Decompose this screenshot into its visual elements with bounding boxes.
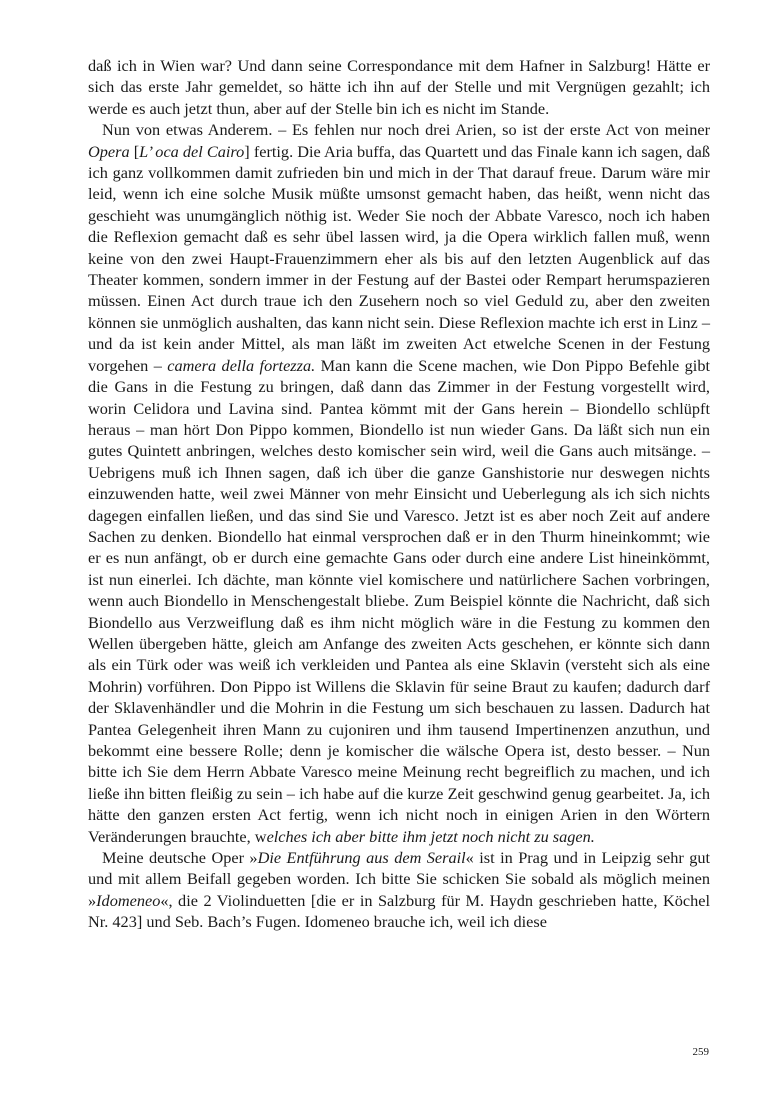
italic-run: Idomeneo — [96, 890, 161, 910]
text-run: daß ich in Wien war? Und dann seine Correspondance mit dem Hafner in Salzburg! Hätte er sich das erste Jahr gemeldet, so hätte ich ihn auf der Stelle und mit Vergnügen gezahlt; ich werde es auch jetzt thun, aber auf der Stelle bin ich es nicht im Stande. — [88, 56, 710, 118]
text-run: Nun von etwas Anderem. – Es fehlen nur noch drei Arien, so ist der erste Act von meiner — [102, 120, 710, 140]
italic-run: camera della fortezza. — [167, 355, 316, 375]
text-run: [ — [129, 141, 140, 161]
page-number: 259 — [692, 1046, 709, 1058]
page-body — [88, 55, 710, 933]
italic-run: Opera — [88, 141, 130, 161]
italic-run: elches ich aber bitte ihm jetzt noch nicht zu sagen. — [266, 826, 595, 846]
text-run: « ist in Prag und in Leipzig sehr gut und mit allem Beifall gegeben worden. Ich bitte Sie schicken Sie sobald als möglich meinen » — [88, 848, 710, 910]
paragraph-2 — [88, 119, 710, 847]
italic-run: Die Entführung aus dem Serail — [257, 848, 466, 868]
text-run: «, die 2 Violinduetten [die er in Salzburg für M. Haydn geschrieben hatte, Köchel Nr. 423] und Seb. Bach’s Fugen. Idomeneo brauche ich, weil ich diese — [88, 890, 710, 932]
italic-run: L’ oca del Cairo — [139, 141, 245, 161]
text-run: ] fertig. Die Aria buffa, das Quartett und das Finale kann ich sagen, daß ich ganz vollkommen damit zufrieden bin und mich in der That darauf freue. Darum wäre mir leid, wenn ich eine solche Musik müßte umsonst gemacht haben, das heißt, wenn nicht das geschieht was unumgänglich nöthig ist. Weder Sie noch der Abbate Varesco, noch ich haben die Reflexion gemacht daß es sehr übel lassen wird, ja die Opera wirklich fallen muß, wenn keine von den zwei Haupt-Frauenzimmern eher als bis auf den letzten Augenblick auf das Theater kommen, sondern immer in der Festung auf der Bastei oder Rempart herumspazieren müssen. Einen Act durch traue ich den Zusehern noch so viel Geduld zu, aber den zweiten können sie unmöglich aushalten, das kann nicht sein. Diese Reflexion machte ich erst in Linz – und da ist kein ander Mittel, als man läßt im zweiten Act etwelche Scenen in der Festung vorgehen – — [88, 141, 711, 375]
paragraph-1 — [88, 55, 710, 119]
paragraph-3 — [88, 847, 710, 933]
text-run: Meine deutsche Oper » — [102, 848, 258, 868]
text-run: Man kann die Scene machen, wie Don Pippo Befehle gibt die Gans in die Festung zu bringen, daß dann das Zimmer in der Festung vorgestellt wird, worin Celidora und Lavina sind. Pantea kömmt mit der Gans herein – Biondello schlüpft heraus – man hört Don Pippo kommen, Biondello ist nun wieder Gans. Da läßt sich nun ein gutes Quintett anbringen, welches desto komischer sein wird, weil die Gans auch mitsänge. – Uebrigens muß ich Ihnen sagen, daß ich über die ganze Ganshistorie nur deswegen nichts einzuwenden hatte, weil zwei Männer von mehr Einsicht und Ueberlegung als ich sich nichts dagegen einfallen ließen, und das sind Sie und Varesco. Jetzt ist es aber noch Zeit auf andere Sachen zu denken. Biondello hat einmal versprochen daß er in den Thurm hineinkommt; wie er es nun anfängt, ob er durch eine gemachte Gans oder durch eine andere List hineinkömmt, ist nun einerlei. Ich dächte, man könnte viel komischere und natürlichere Sachen vorbringen, wenn auch Biondello in Menschengestalt bliebe. Zum Beispiel könnte die Nachricht, daß sich Biondello aus Verzweiflung daß es ihm nicht möglich wäre in die Festung zu kommen den Wellen übergeben hätte, gleich am Anfange des zweiten Acts geschehen, er könnte sich dann als ein Türk oder was weiß ich verkleiden und Pantea als eine Sklavin (versteht sich als eine Mohrin) vorführen. Don Pippo ist Willens die Sklavin für seine Braut zu kaufen; dadurch darf der Sklavenhändler und die Mohrin in die Festung um sich beschauen zu lassen. Dadurch hat Pantea Gelegenheit ihren Mann zu cujoniren und ihm tausend Impertinenzen anzuthun, und bekommt eine bessere Rolle; denn je komischer die wälsche Opera ist, desto besser. – Nun bitte ich Sie dem Herrn Abbate Varesco meine Meinung recht begreiflich zu machen, und ich ließe ihn bitten fleißig zu sein – ich habe auf die kurze Zeit geschwind genug gearbeitet. Ja, ich hätte den ganzen ersten Act fertig, wenn ich nicht noch in einigen Arien in den Wörtern Veränderungen brauchte, w — [88, 355, 710, 846]
